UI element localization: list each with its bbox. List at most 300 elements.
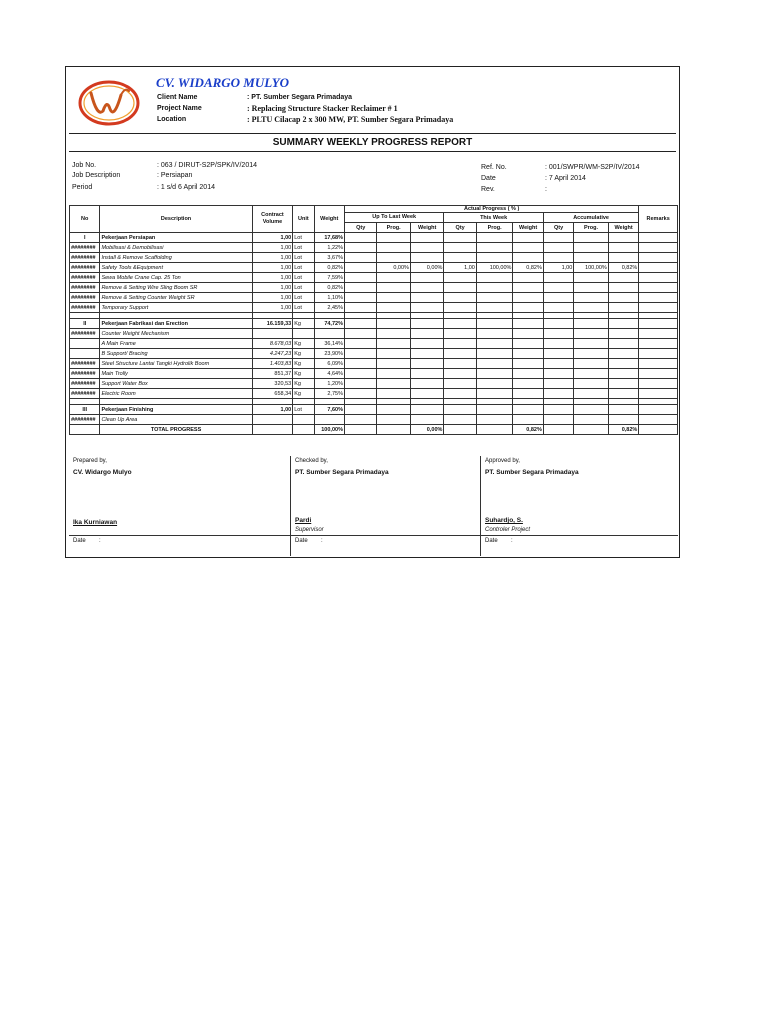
row-description: Temporary Support [100, 303, 252, 313]
row-tw-qty [444, 253, 476, 263]
project-value: : Replacing Structure Stacker Reclaimer # 1 [247, 104, 398, 113]
row-weight: 1,10% [314, 293, 344, 303]
prepared-name: Ika Kurniawan [73, 519, 118, 526]
header-rule-bottom [69, 151, 676, 152]
date-label: Date [481, 175, 496, 182]
tw-qty-header: Qty [444, 223, 476, 233]
row-contract-volume [252, 415, 293, 425]
row-contract-volume: 1,00 [252, 233, 293, 243]
row-no: ######## [70, 293, 100, 303]
row-ac-prog [574, 369, 609, 379]
client-label: Client Name [157, 94, 198, 101]
ref-label: Ref. No. [481, 164, 507, 171]
row-unit: Lot [293, 405, 314, 415]
row-lw-prog [377, 349, 410, 359]
row-ac-prog [574, 283, 609, 293]
row-no: ######## [70, 369, 100, 379]
ref-value: : 001/SWPR/WM-S2P/IV/2014 [545, 164, 640, 171]
row-remarks [639, 405, 678, 415]
row-contract-volume: 1,00 [252, 283, 293, 293]
row-tw-qty [444, 293, 476, 303]
row-contract-volume: 1,00 [252, 253, 293, 263]
row-description: Sewa Mobile Crane Cap. 25 Ton [100, 273, 252, 283]
table-row [70, 273, 678, 283]
row-ac-wt [608, 339, 639, 349]
row-ac-wt [608, 283, 639, 293]
row-lw-prog [377, 273, 410, 283]
row-tw-prog [476, 283, 513, 293]
row-weight [314, 329, 344, 339]
row-lw-wt [410, 293, 443, 303]
signature-divider [69, 535, 678, 536]
table-row [70, 263, 678, 273]
row-tw-qty [444, 233, 476, 243]
row-ac-wt: 0,82% [608, 263, 639, 273]
row-lw-wt [410, 339, 443, 349]
company-logo [77, 77, 141, 129]
row-tw-wt [513, 359, 543, 369]
row-lw-prog [377, 233, 410, 243]
row-tw-wt [513, 243, 543, 253]
row-lw-prog [377, 293, 410, 303]
rev-value: : [545, 186, 547, 193]
row-ac-prog [574, 243, 609, 253]
row-tw-qty [444, 283, 476, 293]
row-unit: Kg [293, 359, 314, 369]
tw-prog-header: Prog. [476, 223, 513, 233]
row-unit: Kg [293, 339, 314, 349]
row-contract-volume: 1,00 [252, 263, 293, 273]
row-tw-qty [444, 359, 476, 369]
row-tw-wt [513, 329, 543, 339]
row-lw-qty [344, 273, 376, 283]
row-tw-wt [513, 283, 543, 293]
row-no [70, 349, 100, 359]
row-no: III [70, 405, 100, 415]
checked-name: Pardi [295, 517, 312, 524]
row-tw-wt: 0,82% [513, 263, 543, 273]
row-weight: 2,75% [314, 389, 344, 399]
approved-company: PT. Sumber Segara Primadaya [485, 469, 579, 476]
row-tw-qty [444, 273, 476, 283]
row-lw-wt [410, 319, 443, 329]
row-tw-qty [444, 405, 476, 415]
table-row [70, 243, 678, 253]
row-tw-wt [513, 339, 543, 349]
row-no: ######## [70, 273, 100, 283]
row-ac-qty [543, 405, 573, 415]
row-no: ######## [70, 243, 100, 253]
row-description: A Main Frame [100, 339, 252, 349]
row-description: Pekerjaan Persiapan [100, 233, 252, 243]
header-rule-top [69, 133, 676, 134]
row-ac-prog [574, 329, 609, 339]
row-tw-qty [444, 329, 476, 339]
row-weight: 4,64% [314, 369, 344, 379]
row-tw-qty: 1,00 [444, 263, 476, 273]
row-lw-wt [410, 379, 443, 389]
row-tw-wt [513, 389, 543, 399]
approved-role: Controler Project [485, 527, 531, 533]
row-tw-qty [444, 389, 476, 399]
row-lw-wt [410, 369, 443, 379]
row-lw-prog [377, 319, 410, 329]
header-row-1 [70, 206, 678, 213]
job-no-value: : 063 / DIRUT-S2P/SPK/IV/2014 [157, 162, 257, 169]
location-label: Location [157, 116, 187, 123]
period-value: : 1 s/d 6 April 2014 [157, 184, 215, 191]
row-unit: Kg [293, 349, 314, 359]
row-unit: Lot [293, 263, 314, 273]
row-description: Install & Remove Scaffolding [100, 253, 252, 263]
row-ac-wt [608, 349, 639, 359]
row-tw-qty [444, 415, 476, 425]
row-lw-qty [344, 329, 376, 339]
location-value: : PLTU Cilacap 2 x 300 MW, PT. Sumber Segara Primadaya [247, 115, 454, 124]
accumulative-header: Accumulative [543, 213, 638, 223]
actual-progress-header: Actual Progress ( % ) [344, 206, 638, 213]
row-lw-prog [377, 389, 410, 399]
row-weight: 36,14% [314, 339, 344, 349]
row-contract-volume: 658,34 [252, 389, 293, 399]
total-lw-prog [377, 425, 410, 435]
row-weight: 3,67% [314, 253, 344, 263]
period-label: Period [72, 184, 93, 191]
row-tw-prog [476, 379, 513, 389]
row-weight: 0,82% [314, 283, 344, 293]
row-ac-qty [543, 293, 573, 303]
row-tw-prog [476, 303, 513, 313]
row-description: Clean Up Area [100, 415, 252, 425]
row-description: B Support/ Bracing [100, 349, 252, 359]
row-description: Mobilisasi & Demobilisasi [100, 243, 252, 253]
row-no: ######## [70, 329, 100, 339]
row-no: ######## [70, 389, 100, 399]
row-tw-prog [476, 359, 513, 369]
row-remarks [639, 293, 678, 303]
row-weight: 2,45% [314, 303, 344, 313]
checked-date-colon: : [321, 538, 323, 544]
row-contract-volume: 1,00 [252, 273, 293, 283]
row-weight: 23,90% [314, 349, 344, 359]
row-no: I [70, 233, 100, 243]
row-weight: 74,72% [314, 319, 344, 329]
row-description: Pekerjaan Fabrikasi dan Erection [100, 319, 252, 329]
row-ac-prog [574, 415, 609, 425]
row-tw-prog [476, 389, 513, 399]
row-ac-wt [608, 293, 639, 303]
row-lw-qty [344, 415, 376, 425]
row-weight: 7,59% [314, 273, 344, 283]
row-remarks [639, 243, 678, 253]
checked-label: Checked by, [295, 458, 328, 464]
total-weight: 100,00% [314, 425, 344, 435]
row-unit: Lot [293, 243, 314, 253]
total-ac-prog [574, 425, 609, 435]
row-lw-wt [410, 389, 443, 399]
row-description: Main Trolly [100, 369, 252, 379]
total-remarks [639, 425, 678, 435]
row-lw-qty [344, 263, 376, 273]
table-body [70, 206, 678, 435]
row-lw-prog [377, 405, 410, 415]
row-ac-wt [608, 233, 639, 243]
row-ac-prog [574, 233, 609, 243]
row-lw-qty [344, 405, 376, 415]
row-ac-wt [608, 369, 639, 379]
row-remarks [639, 329, 678, 339]
date-value: : 7 April 2014 [545, 175, 586, 182]
row-lw-qty [344, 283, 376, 293]
row-ac-qty [543, 379, 573, 389]
table-row [70, 369, 678, 379]
row-lw-wt: 0,00% [410, 263, 443, 273]
row-lw-prog [377, 359, 410, 369]
checked-company: PT. Sumber Segara Primadaya [295, 469, 389, 476]
row-ac-prog [574, 389, 609, 399]
tw-weight-header: Weight [513, 223, 543, 233]
row-lw-qty [344, 369, 376, 379]
row-unit: Lot [293, 303, 314, 313]
row-unit: Lot [293, 253, 314, 263]
row-weight: 17,68% [314, 233, 344, 243]
row-tw-prog [476, 339, 513, 349]
report-title: SUMMARY WEEKLY PROGRESS REPORT [272, 137, 473, 148]
row-remarks [639, 283, 678, 293]
table-row [70, 303, 678, 313]
row-ac-prog [574, 253, 609, 263]
prepared-date-colon: : [99, 538, 101, 544]
row-ac-wt [608, 303, 639, 313]
row-remarks [639, 233, 678, 243]
row-ac-qty [543, 329, 573, 339]
row-weight: 0,82% [314, 263, 344, 273]
total-tw-prog [476, 425, 513, 435]
row-lw-wt [410, 359, 443, 369]
row-unit: Lot [293, 293, 314, 303]
row-lw-qty [344, 389, 376, 399]
row-ac-qty [543, 359, 573, 369]
total-vol [252, 425, 293, 435]
row-lw-prog [377, 415, 410, 425]
row-remarks [639, 263, 678, 273]
row-unit: Kg [293, 379, 314, 389]
lw-qty-header: Qty [344, 223, 376, 233]
row-ac-prog [574, 303, 609, 313]
row-ac-qty [543, 273, 573, 283]
row-tw-wt [513, 233, 543, 243]
row-ac-prog [574, 359, 609, 369]
signature-block [69, 456, 678, 556]
row-remarks [639, 339, 678, 349]
rev-label: Rev. [481, 186, 495, 193]
table-row [70, 293, 678, 303]
row-lw-qty [344, 303, 376, 313]
row-lw-qty [344, 233, 376, 243]
row-remarks [639, 359, 678, 369]
project-label: Project Name [157, 105, 202, 112]
row-contract-volume: 1,00 [252, 243, 293, 253]
row-contract-volume: 1,00 [252, 405, 293, 415]
row-lw-wt [410, 243, 443, 253]
row-tw-prog [476, 329, 513, 339]
row-lw-wt [410, 405, 443, 415]
row-ac-wt [608, 359, 639, 369]
row-ac-qty [543, 415, 573, 425]
up-to-last-week-header: Up To Last Week [344, 213, 443, 223]
row-lw-qty [344, 253, 376, 263]
row-unit: Kg [293, 319, 314, 329]
row-lw-wt [410, 233, 443, 243]
table-row [70, 349, 678, 359]
row-tw-prog [476, 233, 513, 243]
row-remarks [639, 319, 678, 329]
checked-date-label: Date [295, 538, 308, 544]
row-description: Remove & Setting Counter Weight SR [100, 293, 252, 303]
section-row [70, 319, 678, 329]
row-lw-prog [377, 253, 410, 263]
row-no: ######## [70, 253, 100, 263]
col-description-header: Description [100, 206, 252, 233]
row-remarks [639, 253, 678, 263]
row-ac-prog [574, 405, 609, 415]
row-contract-volume: 320,53 [252, 379, 293, 389]
row-no: ######## [70, 263, 100, 273]
row-ac-prog [574, 273, 609, 283]
row-description: Safety Tools &Equipment [100, 263, 252, 273]
total-tw-qty [444, 425, 476, 435]
row-ac-prog [574, 319, 609, 329]
col-contract-volume-header: Contract Volume [252, 206, 293, 233]
row-lw-prog [377, 243, 410, 253]
row-ac-qty [543, 283, 573, 293]
total-ac-qty [543, 425, 573, 435]
ac-prog-header: Prog. [574, 223, 609, 233]
row-ac-prog [574, 293, 609, 303]
row-tw-prog [476, 369, 513, 379]
report-sheet [65, 66, 680, 558]
ac-weight-header: Weight [608, 223, 639, 233]
table-row [70, 389, 678, 399]
row-tw-wt [513, 349, 543, 359]
row-remarks [639, 303, 678, 313]
row-description: Electric Room [100, 389, 252, 399]
row-tw-prog [476, 243, 513, 253]
row-description: Pekerjaan Finishing [100, 405, 252, 415]
row-ac-wt [608, 253, 639, 263]
row-tw-wt [513, 293, 543, 303]
row-lw-prog [377, 339, 410, 349]
row-tw-prog [476, 319, 513, 329]
approved-date-label: Date [485, 538, 498, 544]
row-lw-wt [410, 329, 443, 339]
row-lw-wt [410, 349, 443, 359]
row-no: ######## [70, 415, 100, 425]
row-tw-wt [513, 319, 543, 329]
row-weight: 7,60% [314, 405, 344, 415]
col-weight-header: Weight [314, 206, 344, 233]
row-ac-qty: 1,00 [543, 263, 573, 273]
row-ac-qty [543, 339, 573, 349]
row-contract-volume: 16.159,33 [252, 319, 293, 329]
total-label: TOTAL PROGRESS [100, 425, 252, 435]
row-description: Remove & Setting Wire Sling Boom SR [100, 283, 252, 293]
row-tw-wt [513, 273, 543, 283]
job-desc-value: : Persiapan [157, 172, 193, 179]
row-tw-wt [513, 253, 543, 263]
row-weight [314, 415, 344, 425]
row-weight: 1,20% [314, 379, 344, 389]
row-lw-prog [377, 329, 410, 339]
row-no: ######## [70, 303, 100, 313]
ac-qty-header: Qty [543, 223, 573, 233]
row-ac-qty [543, 389, 573, 399]
table-row [70, 339, 678, 349]
total-ac-weight: 0,82% [608, 425, 639, 435]
company-name: CV. WIDARGO MULYO [156, 75, 290, 90]
row-ac-prog [574, 339, 609, 349]
row-tw-qty [444, 319, 476, 329]
approved-name: Suhardjo, S. [485, 517, 523, 524]
lw-prog-header: Prog. [377, 223, 410, 233]
section-row [70, 405, 678, 415]
row-lw-qty [344, 359, 376, 369]
row-contract-volume: 1,00 [252, 303, 293, 313]
prepared-date-label: Date [73, 538, 86, 544]
row-unit: Lot [293, 273, 314, 283]
row-ac-prog [574, 349, 609, 359]
row-tw-prog [476, 405, 513, 415]
row-ac-wt [608, 243, 639, 253]
row-lw-prog [377, 303, 410, 313]
row-weight: 1,22% [314, 243, 344, 253]
total-lw-weight: 0,00% [410, 425, 443, 435]
row-ac-wt [608, 329, 639, 339]
row-remarks [639, 379, 678, 389]
row-ac-qty [543, 243, 573, 253]
total-no [70, 425, 100, 435]
row-tw-wt [513, 405, 543, 415]
row-contract-volume: 1,00 [252, 293, 293, 303]
row-tw-wt [513, 415, 543, 425]
table-row [70, 283, 678, 293]
row-remarks [639, 415, 678, 425]
total-unit [293, 425, 314, 435]
table-row [70, 253, 678, 263]
client-value: : PT. Sumber Segara Primadaya [247, 94, 353, 101]
row-tw-prog [476, 253, 513, 263]
row-unit [293, 329, 314, 339]
table-row [70, 359, 678, 369]
row-no: ######## [70, 283, 100, 293]
row-lw-prog [377, 283, 410, 293]
col-unit-header: Unit [293, 206, 314, 233]
row-tw-qty [444, 303, 476, 313]
table-row [70, 415, 678, 425]
row-ac-wt [608, 273, 639, 283]
row-description: Counter Weight Mechanism [100, 329, 252, 339]
row-tw-prog [476, 293, 513, 303]
row-tw-qty [444, 349, 476, 359]
row-lw-prog [377, 379, 410, 389]
row-no [70, 339, 100, 349]
row-tw-prog: 100,00% [476, 263, 513, 273]
row-ac-qty [543, 319, 573, 329]
row-unit [293, 415, 314, 425]
row-ac-qty [543, 303, 573, 313]
row-contract-volume: 1.403,83 [252, 359, 293, 369]
job-no-label: Job No. [72, 162, 97, 169]
